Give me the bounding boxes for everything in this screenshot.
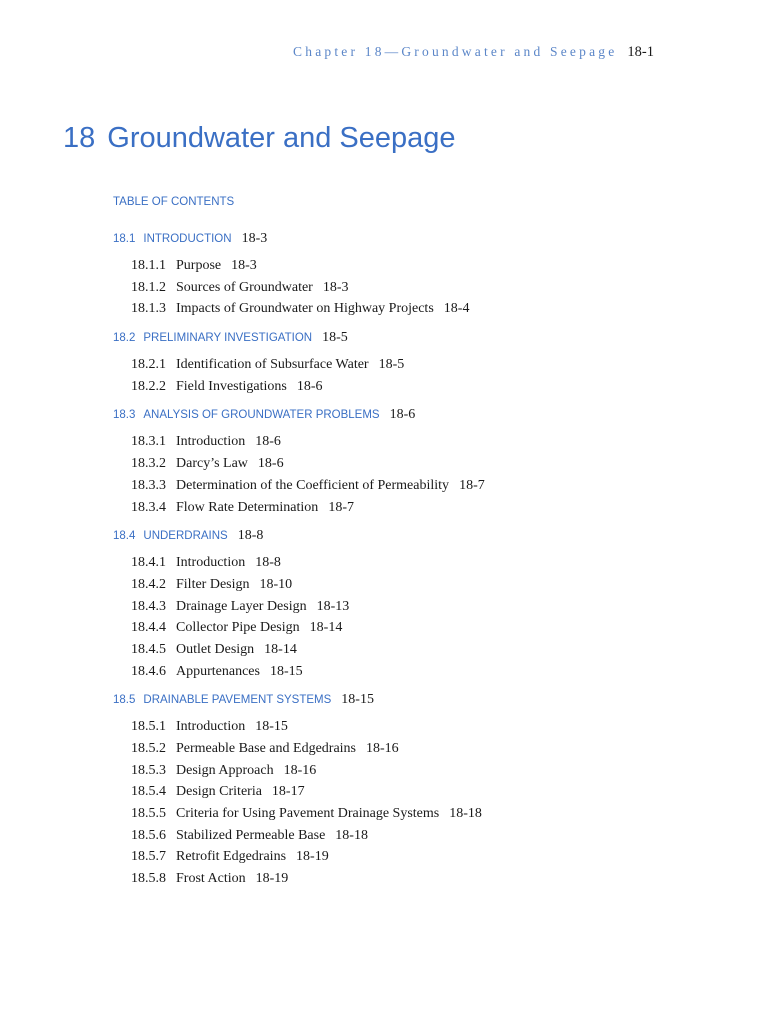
toc-subsection-page: 18-3 (231, 258, 257, 273)
toc-subsection-number: 18.4.4 (131, 620, 166, 636)
toc-section-page: 18-8 (237, 528, 264, 544)
running-header-chapter: Chapter 18—Groundwater and Seepage (293, 44, 618, 59)
toc-subsection-page: 18-10 (259, 576, 293, 592)
toc-subsection-page: 18-8 (255, 555, 281, 571)
toc-subsection-title: Introduction (176, 434, 246, 450)
toc-subsection-number: 18.3.2 (131, 456, 166, 472)
toc-section (113, 326, 713, 397)
chapter-title: Groundwater and Seepage (107, 122, 456, 154)
toc-subsection-title: Identification of Subsurface Water (176, 357, 369, 373)
toc-section-number: 18.1 (113, 233, 136, 245)
toc-subsection-page: 18-6 (255, 434, 281, 450)
toc-subsection-title: Design Criteria (176, 784, 262, 800)
page-title (63, 122, 456, 155)
toc-section-entry[interactable] (113, 326, 713, 347)
toc-subsection-title: Outlet Design (176, 641, 255, 657)
toc-subsection-page: 18-6 (257, 456, 284, 472)
toc-subsection-entry[interactable] (131, 803, 713, 825)
running-header-page-number: 18-1 (627, 44, 654, 60)
toc-section-title: UNDERDRAINS (143, 530, 228, 543)
toc-section-entry[interactable] (113, 403, 713, 424)
toc-subsection-number: 18.4.2 (131, 576, 166, 592)
toc-subsection-page: 18-19 (296, 849, 329, 865)
toc-subsection-entry[interactable] (131, 453, 713, 475)
toc-subsection-page: 18-16 (283, 762, 317, 778)
toc-subsection-page: 18-15 (255, 719, 288, 735)
toc-subsection-title: Filter Design (176, 576, 250, 592)
toc-section-page: 18-15 (341, 692, 374, 708)
toc-section-title: DRAINABLE PAVEMENT SYSTEMS (143, 694, 332, 707)
toc-subsection-number: 18.3.3 (131, 477, 166, 493)
toc-subsection-number: 18.5.3 (131, 762, 166, 778)
toc-subsection-title: Impacts of Groundwater on Highway Projects (176, 301, 434, 317)
table-of-contents (113, 227, 713, 890)
toc-subsection-title: Criteria for Using Pavement Drainage Systems (176, 806, 440, 822)
toc-section-entry[interactable] (113, 524, 713, 545)
toc-subsection-number: 18.5.6 (131, 827, 166, 843)
toc-subsection-entry[interactable] (131, 825, 713, 847)
toc-subsection-title: Darcy’s Law (176, 456, 248, 472)
toc-subsection-entry[interactable] (131, 868, 713, 890)
toc-subsection-title: Frost Action (176, 871, 246, 887)
toc-subsection-entry[interactable] (131, 760, 713, 782)
toc-section-title: INTRODUCTION (143, 233, 232, 245)
toc-subsection-entry[interactable] (131, 277, 713, 299)
toc-subsection-entry[interactable] (131, 661, 713, 683)
toc-subsection-number: 18.5.1 (131, 719, 166, 735)
toc-subsection-number: 18.5.8 (131, 871, 166, 887)
toc-subsection-title: Appurtenances (176, 663, 260, 679)
toc-subsection-title: Stabilized Permeable Base (176, 827, 326, 843)
toc-section (113, 688, 713, 890)
toc-heading: TABLE OF CONTENTS (113, 196, 235, 208)
toc-subsection-title: Collector Pipe Design (176, 620, 300, 636)
toc-subsection-number: 18.1.2 (131, 279, 166, 295)
toc-section-number: 18.4 (113, 530, 136, 543)
toc-subsection-number: 18.1.1 (131, 258, 166, 273)
toc-subsection-title: Field Investigations (176, 378, 287, 394)
toc-subsection-title: Permeable Base and Edgedrains (176, 741, 356, 756)
toc-subsection-page: 18-18 (335, 827, 368, 843)
toc-subsection-title: Purpose (176, 258, 222, 273)
toc-subsection-page: 18-6 (296, 378, 323, 394)
toc-subsection-number: 18.5.5 (131, 806, 166, 822)
toc-subsection-entry[interactable] (131, 298, 713, 320)
toc-subsection-entry[interactable] (131, 475, 713, 497)
toc-subsection-entry[interactable] (131, 431, 713, 453)
toc-subsection-number: 18.3.1 (131, 434, 166, 450)
toc-subsection-entry[interactable] (131, 376, 713, 398)
toc-subsection-page: 18-13 (316, 598, 350, 614)
toc-section (113, 227, 713, 320)
toc-subsection-page: 18-14 (264, 641, 297, 657)
toc-section-page: 18-3 (241, 231, 268, 246)
toc-subsection-title: Drainage Layer Design (176, 598, 307, 614)
toc-subsection-page: 18-16 (366, 741, 399, 756)
toc-subsection-title: Introduction (176, 555, 246, 571)
toc-subsection-number: 18.4.3 (131, 598, 166, 614)
toc-subsection-page: 18-15 (269, 663, 303, 679)
toc-subsection-page: 18-14 (309, 620, 343, 636)
toc-subsection-page: 18-5 (378, 357, 405, 373)
toc-subsection-entry[interactable] (131, 738, 713, 760)
toc-subsection-number: 18.4.1 (131, 555, 166, 571)
toc-section-title: ANALYSIS OF GROUNDWATER PROBLEMS (143, 409, 380, 422)
toc-section-number: 18.3 (113, 409, 136, 422)
toc-subsection-title: Sources of Groundwater (176, 279, 313, 295)
toc-subsection-number: 18.3.4 (131, 499, 166, 515)
toc-section-page: 18-5 (322, 330, 348, 346)
toc-section (113, 524, 713, 682)
toc-section (113, 403, 713, 518)
toc-subsection-number: 18.1.3 (131, 301, 166, 317)
toc-section-number: 18.2 (113, 332, 136, 345)
toc-section-number: 18.5 (113, 694, 136, 707)
toc-subsection-page: 18-3 (322, 279, 349, 295)
toc-subsection-entry[interactable] (131, 716, 713, 738)
toc-subsection-number: 18.2.1 (131, 357, 166, 373)
toc-subsection-entry[interactable] (131, 574, 713, 596)
running-header (293, 44, 654, 61)
toc-subsection-entry[interactable] (131, 255, 713, 277)
toc-subsection-number: 18.5.7 (131, 849, 166, 865)
toc-section-page: 18-6 (389, 407, 416, 423)
toc-subsection-number: 18.4.6 (131, 663, 166, 679)
toc-subsection-number: 18.5.2 (131, 741, 166, 756)
toc-subsection-entry[interactable] (131, 552, 713, 574)
toc-subsection-entry[interactable] (131, 354, 713, 376)
toc-subsection-title: Determination of the Coefficient of Permeability (176, 477, 450, 493)
toc-subsection-title: Design Approach (176, 762, 274, 778)
toc-subsection-entry[interactable] (131, 846, 713, 868)
toc-subsection-page: 18-7 (328, 499, 354, 515)
toc-subsection-number: 18.2.2 (131, 378, 166, 394)
toc-subsection-entry[interactable] (131, 617, 713, 639)
toc-subsection-entry[interactable] (131, 596, 713, 618)
toc-subsection-page: 18-7 (459, 477, 485, 493)
toc-subsection-title: Flow Rate Determination (176, 499, 319, 515)
toc-subsection-page: 18-18 (449, 806, 482, 822)
toc-subsection-page: 18-19 (255, 871, 289, 887)
toc-subsection-entry[interactable] (131, 781, 713, 803)
toc-subsection-number: 18.4.5 (131, 641, 166, 657)
toc-subsection-entry[interactable] (131, 639, 713, 661)
toc-subsection-page: 18-17 (271, 784, 305, 800)
toc-subsection-page: 18-4 (443, 301, 470, 317)
toc-subsection-title: Introduction (176, 719, 246, 735)
toc-section-entry[interactable] (113, 688, 713, 709)
toc-section-entry[interactable] (113, 227, 713, 248)
chapter-number: 18 (63, 122, 96, 154)
toc-subsection-title: Retrofit Edgedrains (176, 849, 287, 865)
toc-subsection-entry[interactable] (131, 497, 713, 519)
toc-subsection-number: 18.5.4 (131, 784, 166, 800)
toc-section-title: PRELIMINARY INVESTIGATION (143, 332, 313, 345)
